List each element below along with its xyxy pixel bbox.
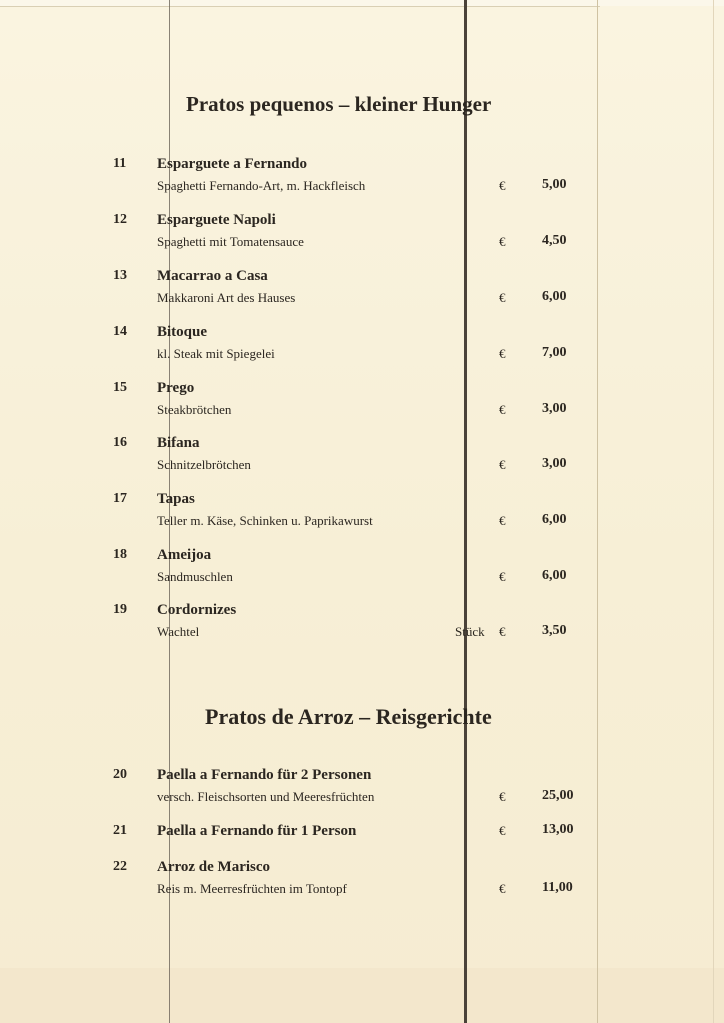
currency-symbol: € — [499, 402, 506, 417]
item-description: Spaghetti mit Tomatensauce — [157, 234, 304, 249]
item-price: 3,00 — [542, 456, 567, 471]
section-title-rice-dishes: Pratos de Arroz – Reisgerichte — [205, 704, 492, 729]
currency-symbol: € — [499, 569, 506, 584]
item-price: 6,00 — [542, 289, 567, 304]
item-number: 18 — [113, 547, 127, 562]
item-price: 6,00 — [542, 568, 567, 583]
item-price: 4,50 — [542, 233, 567, 248]
paper-bottom-band — [0, 968, 724, 1023]
item-name: Paella a Fernando für 2 Personen — [157, 767, 372, 783]
item-name: Arroz de Marisco — [157, 859, 271, 875]
item-description: Wachtel — [157, 624, 200, 639]
currency-symbol: € — [499, 881, 506, 896]
menu-item — [0, 380, 724, 420]
item-price: 25,00 — [542, 788, 574, 803]
item-name: Macarrao a Casa — [157, 268, 268, 284]
menu-item — [0, 212, 724, 252]
item-number: 12 — [113, 212, 127, 227]
currency-symbol: € — [499, 789, 506, 804]
item-number: 17 — [113, 491, 127, 506]
item-number: 19 — [113, 602, 127, 617]
currency-symbol: € — [499, 234, 506, 249]
item-number: 16 — [113, 435, 127, 450]
currency-symbol: € — [499, 513, 506, 528]
currency-symbol: € — [499, 290, 506, 305]
item-number: 11 — [113, 156, 127, 171]
menu-item — [0, 602, 724, 642]
menu-item — [0, 859, 724, 899]
item-price: 5,00 — [542, 177, 567, 192]
item-name: Esparguete Napoli — [157, 212, 276, 228]
item-name: Tapas — [157, 491, 195, 507]
item-description: Steakbrötchen — [157, 402, 232, 417]
item-description: Teller m. Käse, Schinken u. Paprikawurst — [157, 513, 373, 528]
currency-symbol: € — [499, 624, 506, 639]
item-name: Cordornizes — [157, 602, 237, 618]
currency-symbol: € — [499, 178, 506, 193]
item-name: Prego — [157, 380, 195, 396]
item-number: 20 — [113, 767, 127, 782]
item-price: 3,00 — [542, 401, 567, 416]
item-price: 7,00 — [542, 345, 567, 360]
menu-item — [0, 547, 724, 587]
item-name: Esparguete a Fernando — [157, 156, 307, 172]
item-name: Ameijoa — [157, 547, 212, 563]
item-number: 15 — [113, 380, 127, 395]
item-description: Makkaroni Art des Hauses — [157, 290, 296, 305]
menu-item — [0, 324, 724, 364]
item-description: Reis m. Meerresfrüchten im Tontopf — [157, 881, 347, 896]
section-title-small-dishes: Pratos pequenos – kleiner Hunger — [186, 92, 492, 116]
item-name: Bifana — [157, 435, 200, 451]
item-number: 13 — [113, 268, 127, 283]
currency-symbol: € — [499, 457, 506, 472]
item-description: versch. Fleischsorten und Meeresfrüchten — [157, 789, 375, 804]
item-description: Spaghetti Fernando-Art, m. Hackfleisch — [157, 178, 366, 193]
menu-item — [0, 767, 724, 807]
currency-symbol: € — [499, 823, 506, 838]
menu-item — [0, 268, 724, 308]
item-price: 6,00 — [542, 512, 567, 527]
item-number: 14 — [113, 324, 127, 339]
item-description: Schnitzelbrötchen — [157, 457, 251, 472]
item-description: kl. Steak mit Spiegelei — [157, 346, 275, 361]
menu-item — [0, 491, 724, 531]
menu-item — [0, 435, 724, 475]
item-name: Bitoque — [157, 324, 208, 340]
item-name: Paella a Fernando für 1 Person — [157, 823, 357, 839]
item-number: 21 — [113, 823, 127, 838]
paper-fold-line — [0, 6, 600, 7]
menu-item — [0, 823, 724, 863]
item-unit: Stück — [455, 624, 485, 639]
currency-symbol: € — [499, 346, 506, 361]
item-price: 13,00 — [542, 822, 574, 837]
item-price: 11,00 — [542, 880, 573, 895]
item-price: 3,50 — [542, 623, 567, 638]
item-number: 22 — [113, 859, 127, 874]
item-description: Sandmuschlen — [157, 569, 233, 584]
menu-item — [0, 156, 724, 196]
